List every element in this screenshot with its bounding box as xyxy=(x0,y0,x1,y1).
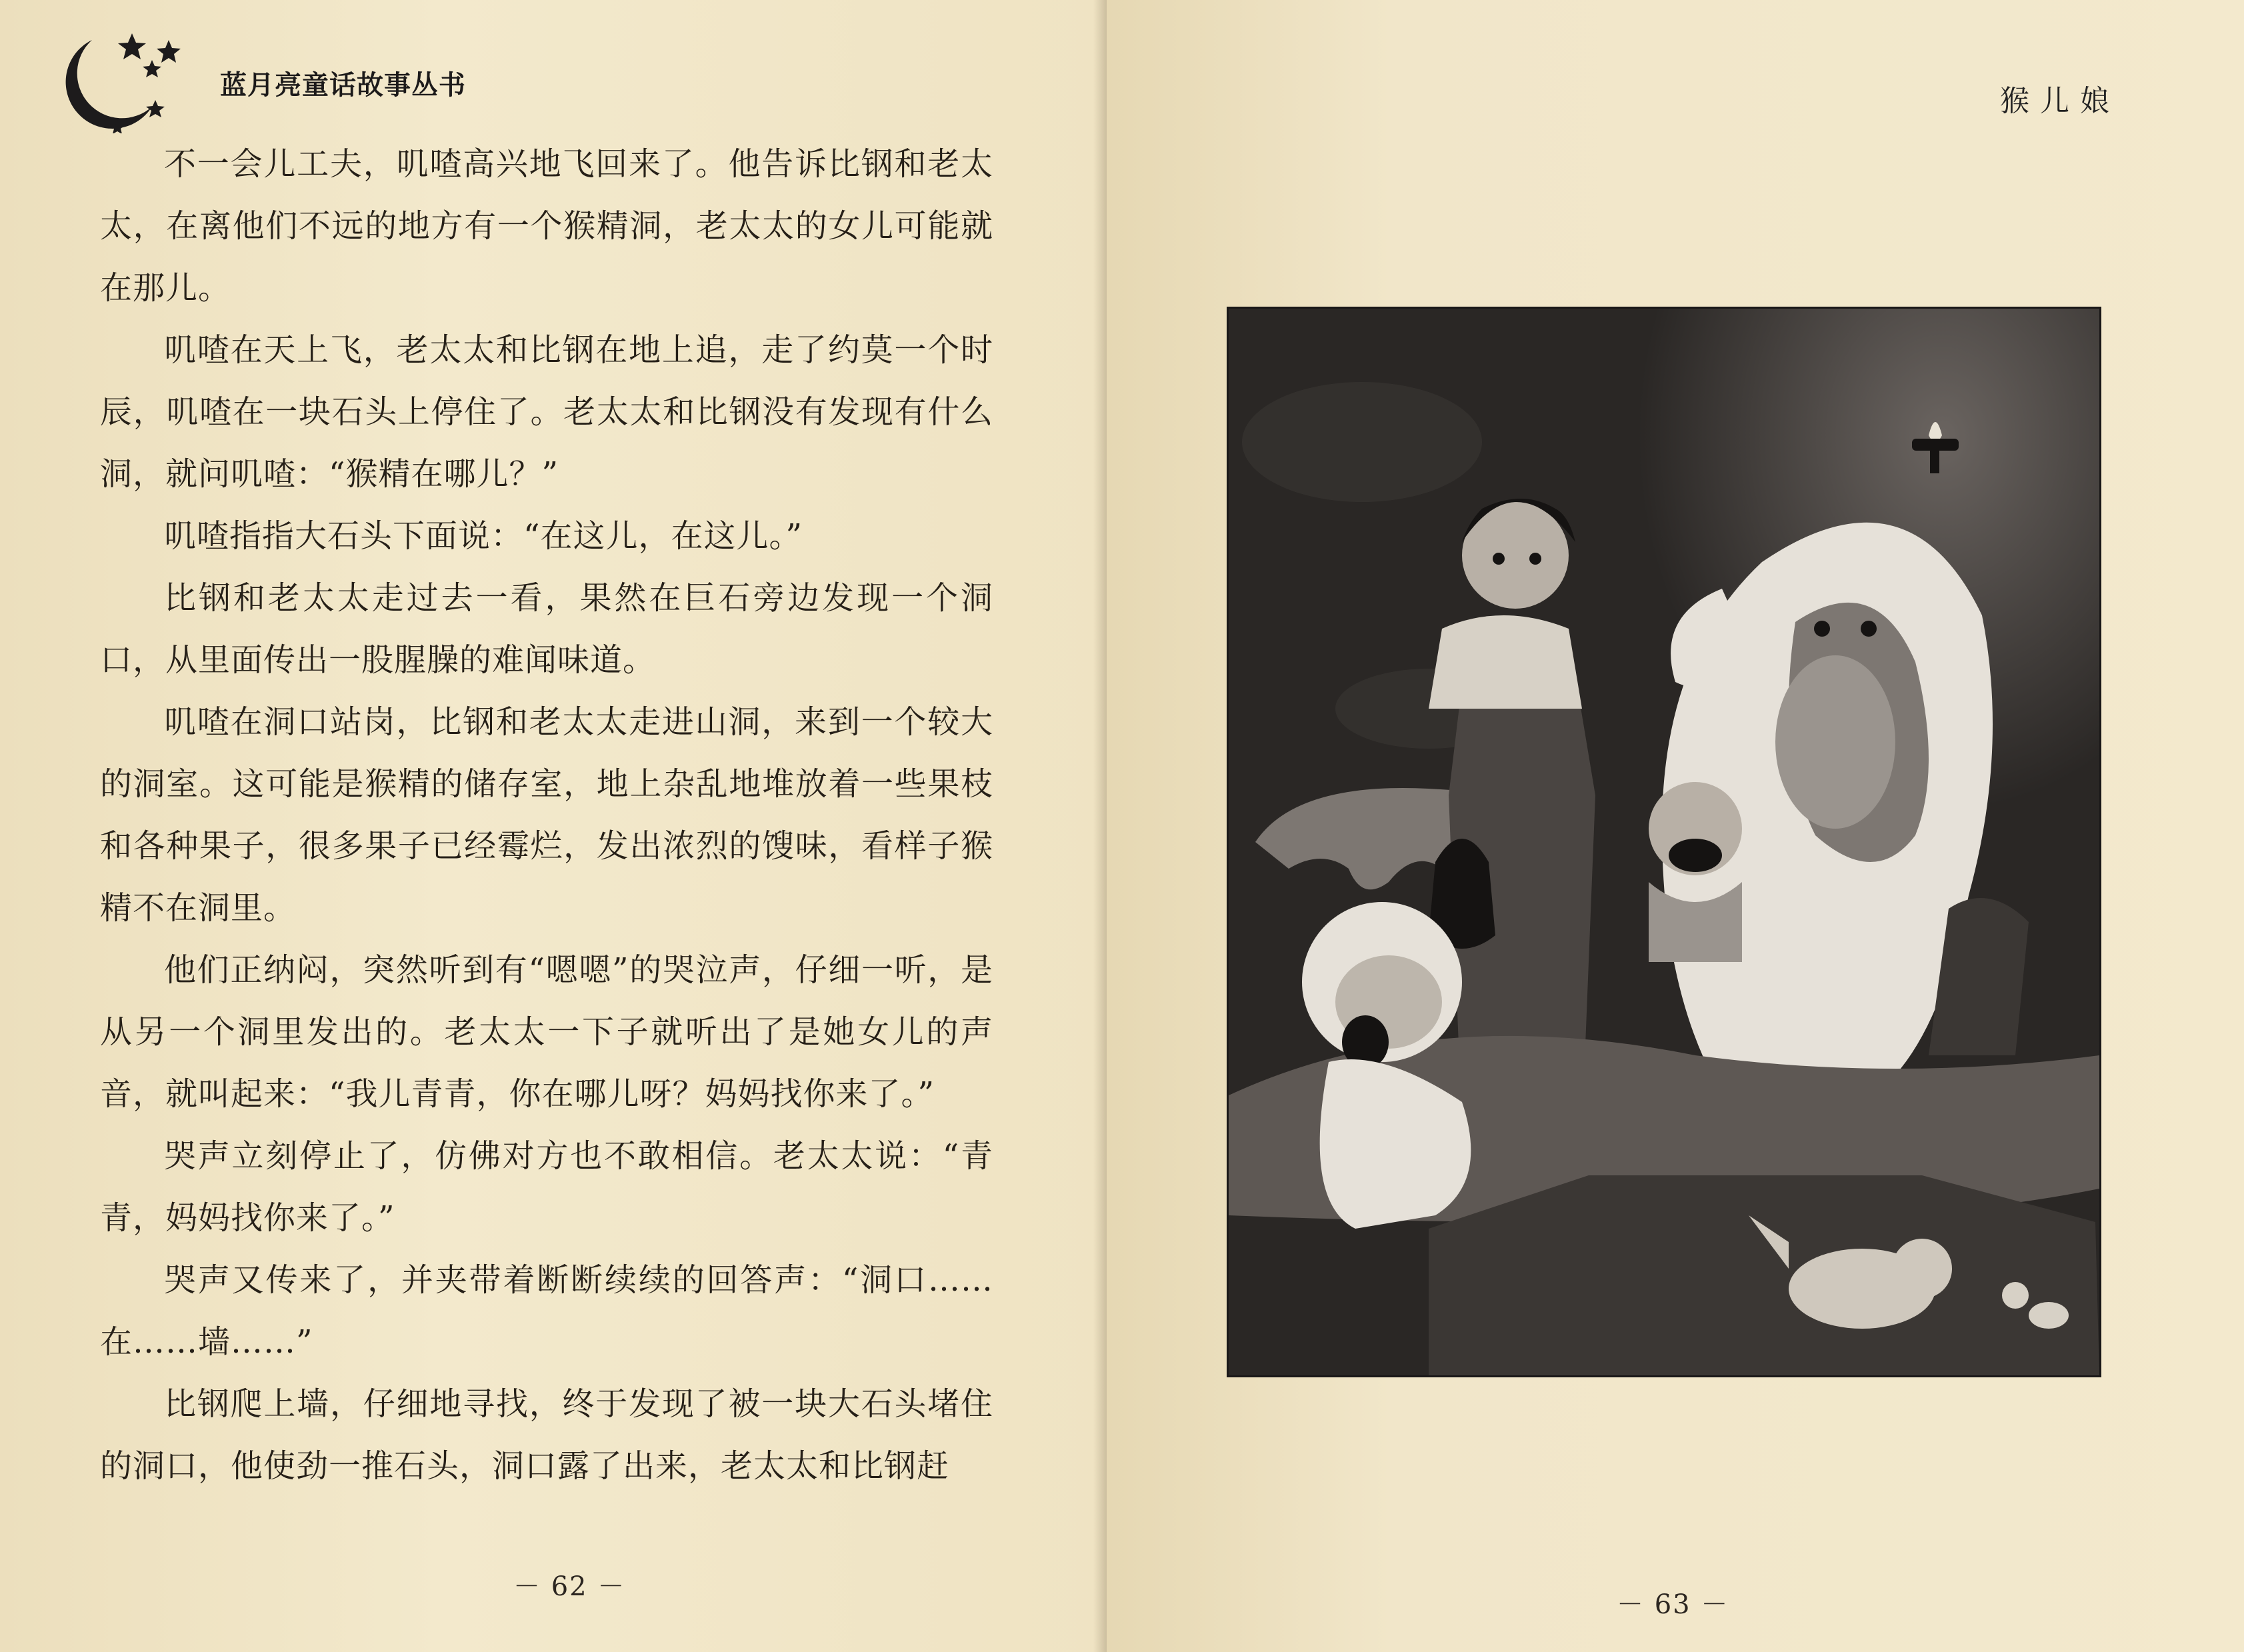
series-title: 蓝月亮童话故事丛书 xyxy=(220,70,466,101)
cave-scene-illustration-icon xyxy=(1229,309,2099,1375)
left-page xyxy=(0,0,1107,1652)
paragraph: 叽喳在天上飞，老太太和比钢在地上追，走了约莫一个时辰，叽喳在一块石头上停住了。老太太和比钢没有发现有什么洞，就问叽喳：“猴精在哪儿？” xyxy=(100,331,993,493)
paragraph: 比钢和老太太走过去一看，果然在巨石旁边发现一个洞口，从里面传出一股腥臊的难闻味道。 xyxy=(100,579,993,679)
paragraph: 哭声立刻停止了，仿佛对方也不敢相信。老太太说：“青青，妈妈找你来了。” xyxy=(100,1137,993,1237)
right-page xyxy=(1107,0,2244,1652)
paragraph: 叽喳指指大石头下面说：“在这儿，在这儿。” xyxy=(164,517,803,555)
body-text xyxy=(100,133,993,1497)
story-illustration xyxy=(1227,307,2101,1377)
paragraph: 哭声又传来了，并夹带着断断续续的回答声：“洞口……在……墙……” xyxy=(100,1261,993,1361)
paragraph: 比钢爬上墙，仔细地寻找，终于发现了被一块大石头堵住的洞口，他使劲一推石头，洞口露了出来，老太太和比钢赶 xyxy=(100,1385,993,1485)
paragraph: 他们正纳闷，突然听到有“嗯嗯”的哭泣声，仔细一听，是从另一个洞里发出的。老太太一下子就听出了是她女儿的声音，就叫起来：“我儿青青，你在哪儿呀？妈妈找你来了。” xyxy=(100,951,993,1113)
paragraph: 叽喳在洞口站岗，比钢和老太太走进山洞，来到一个较大的洞室。这可能是猴精的储存室，地上杂乱地堆放着一些果枝和各种果子，很多果子已经霉烂，发出浓烈的馊味，看样子猴精不在洞里。 xyxy=(100,703,993,927)
chapter-title: 猴儿娘 xyxy=(2000,84,2120,118)
page-number-left: － 62 － xyxy=(513,1571,626,1602)
page-number-right: － 63 － xyxy=(1617,1589,1729,1620)
paragraph: 不一会儿工夫，叽喳高兴地飞回来了。他告诉比钢和老太太，在离他们不远的地方有一个猴精洞，老太太的女儿可能就在那儿。 xyxy=(100,145,993,307)
